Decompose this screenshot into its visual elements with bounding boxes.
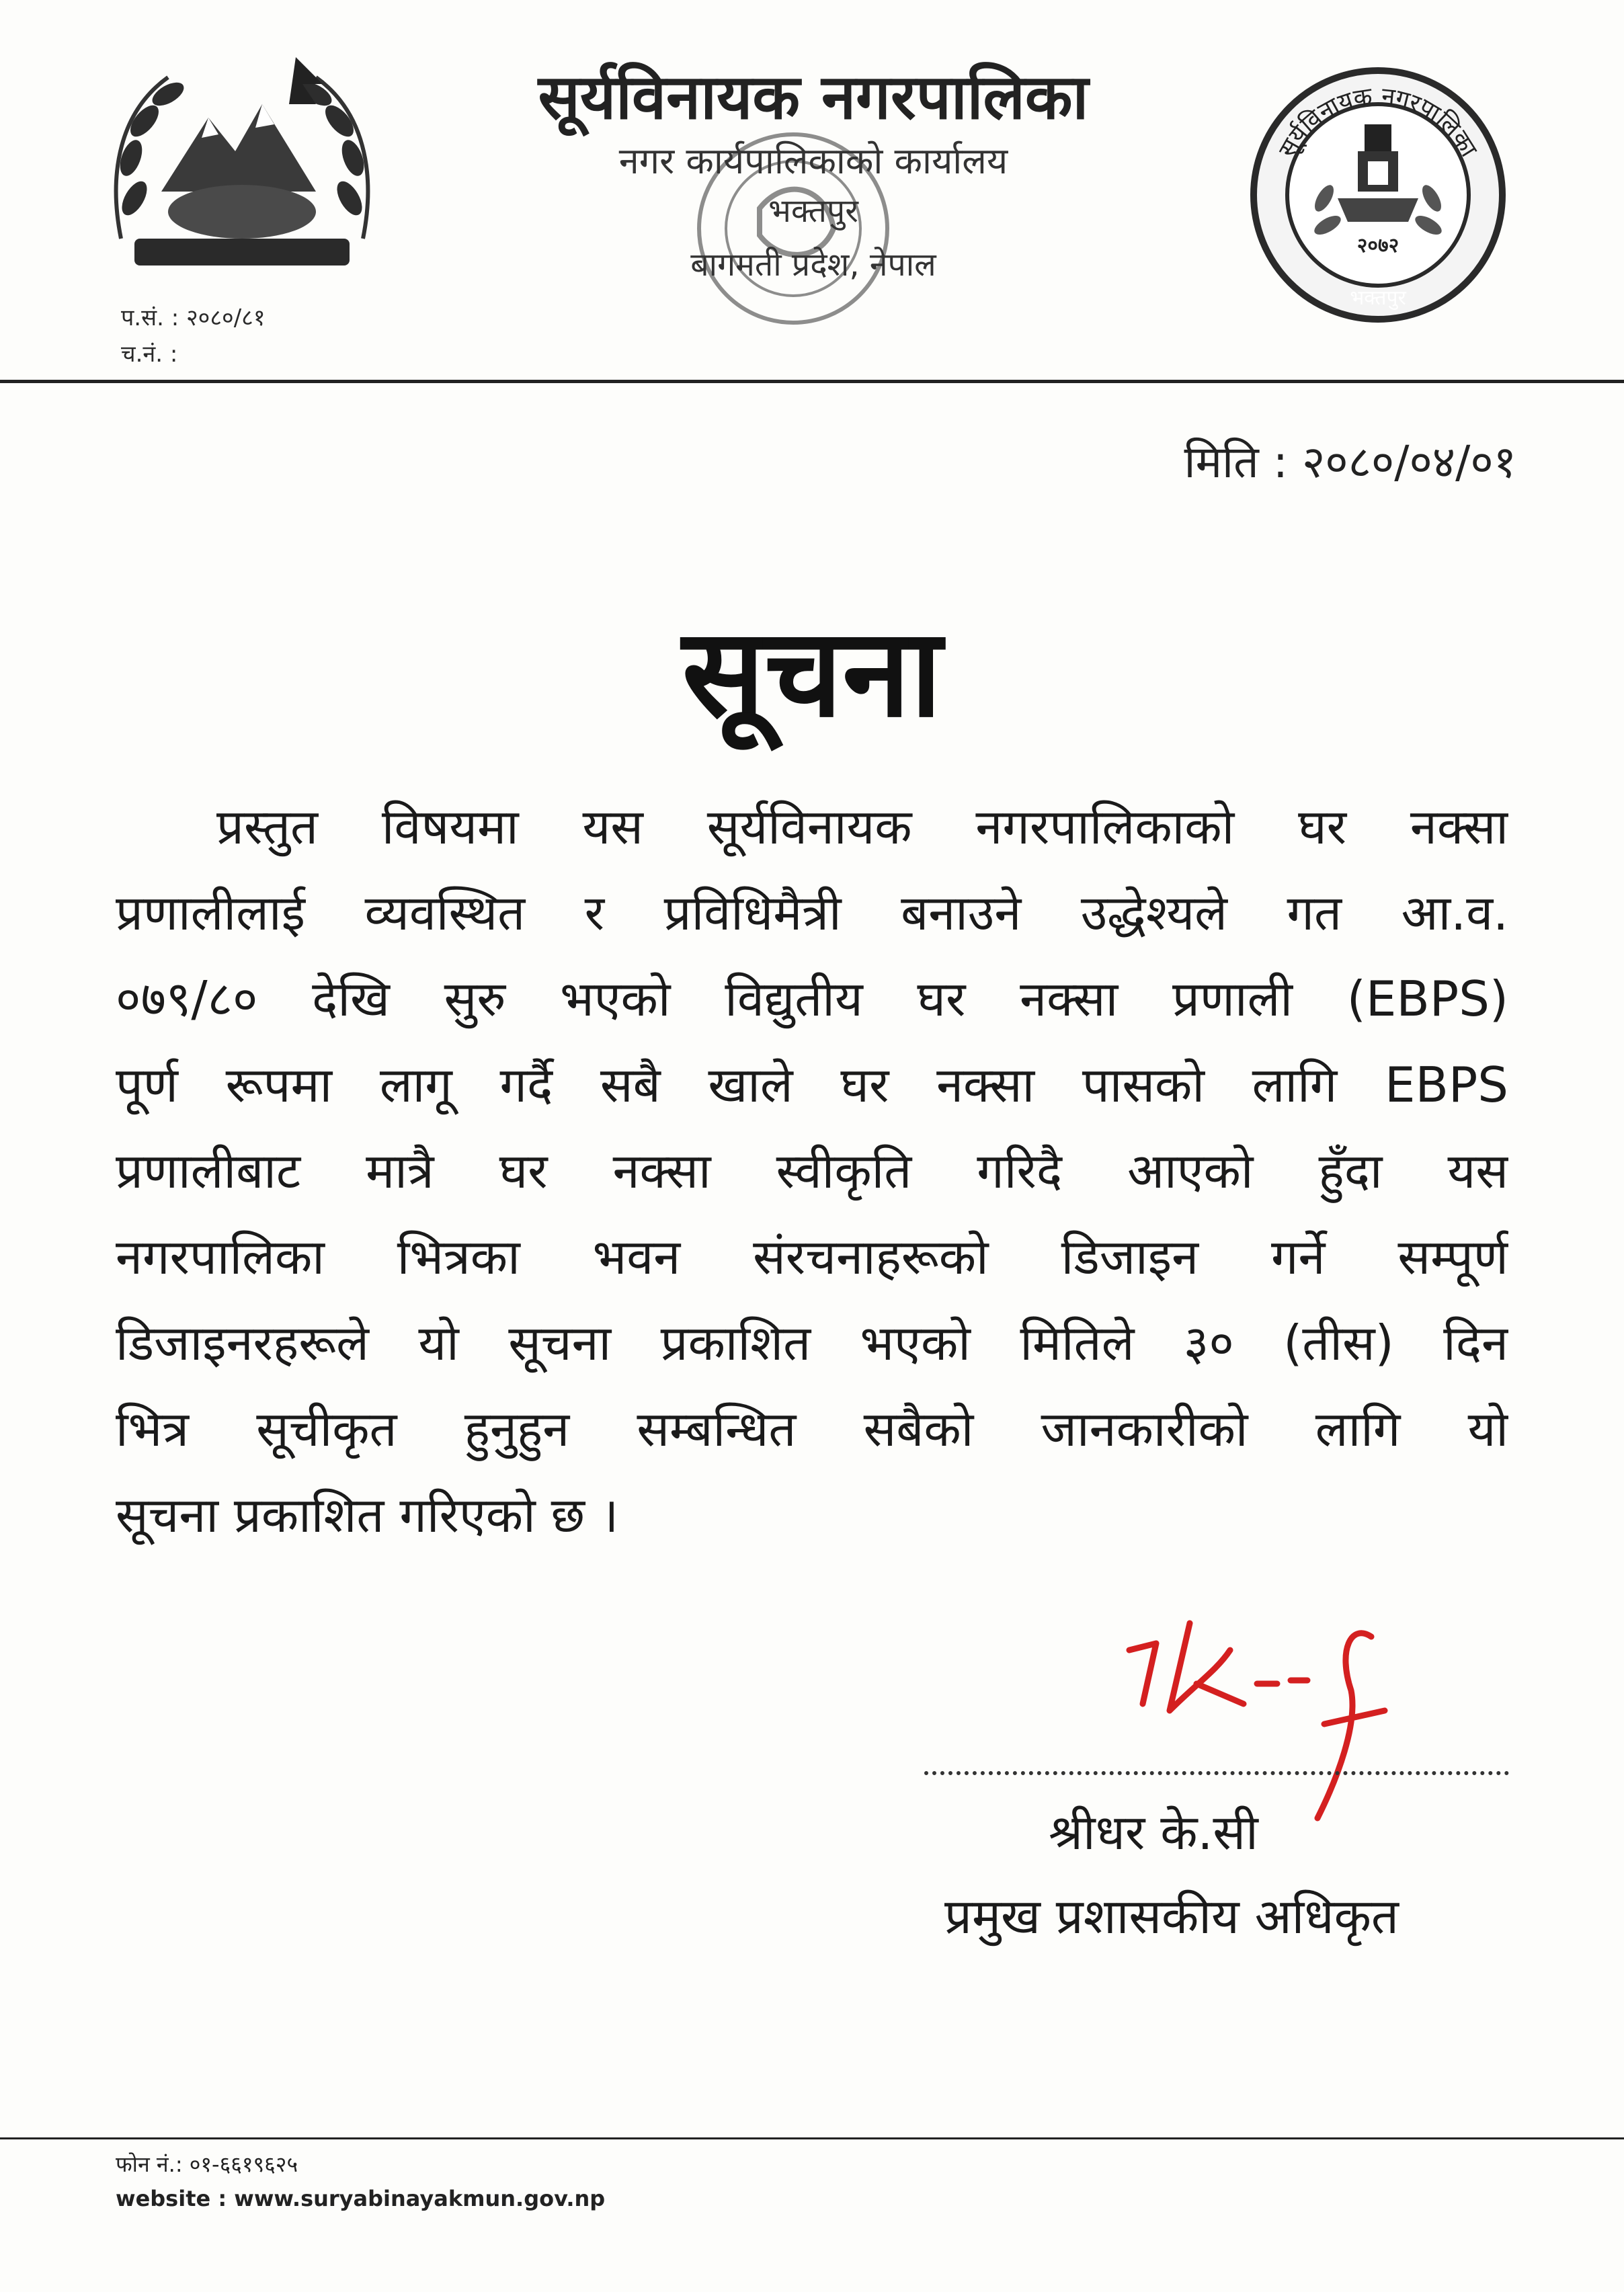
nepal-government-emblem (94, 37, 390, 292)
signature-line (924, 1771, 1509, 1775)
office-name: नगर कार्यपालिकाको कार्यालय (618, 140, 1008, 182)
notice-line: भित्र सूचीकृत हुनुहुन सम्बन्धित सबैको जानकारीको लागि यो (116, 1401, 1508, 1457)
dispatch-number: च.नं. : (121, 341, 178, 368)
signatory-name: श्रीधर के.सी (1049, 1804, 1258, 1860)
notice-date: मिति : २०८०/०४/०१ (1184, 436, 1516, 488)
footer-website[interactable]: website : www.suryabinayakmun.gov.np (116, 2186, 606, 2211)
notice-line: डिजाइनरहरूले यो सूचना प्रकाशित भएको मितिले ३० (तीस) दिन (116, 1315, 1508, 1371)
logo-year: २०७२ (1356, 234, 1399, 257)
office-province: बागमती प्रदेश, नेपाल (690, 246, 936, 284)
svg-text:भक्तपुर: भक्तपुर (1350, 286, 1406, 310)
notice-line: प्रणालीलाई व्यवस्थित र प्रविधिमैत्री बनाउने उद्धेश्यले गत आ.व. (116, 885, 1508, 941)
notice-line: प्रस्तुत विषयमा यस सूर्यविनायक नगरपालिकाको घर नक्सा (216, 799, 1508, 855)
notice-title: सूचना (682, 602, 942, 744)
notice-line: सूचना प्रकाशित गरिएको छ । (116, 1487, 619, 1543)
notice-line: ०७९/८० देखि सुरु भएको विद्युतीय घर नक्सा प्रणाली (EBPS) (116, 971, 1508, 1027)
notice-line: नगरपालिका भित्रका भवन संरचनाहरूको डिजाइन गर्ने सम्पूर्ण (116, 1229, 1508, 1285)
office-stamp (672, 128, 914, 350)
header-divider (0, 380, 1624, 383)
notice-line: पूर्ण रूपमा लागू गर्दै सबै खाले घर नक्सा पासको लागि EBPS (116, 1057, 1508, 1113)
municipality-logo (1244, 64, 1512, 326)
footer-phone: फोन नं.: ०१-६६१९६२५ (116, 2152, 298, 2177)
office-location: भक्तपुर (768, 192, 858, 230)
signatory-designation: प्रमुख प्रशासकीय अधिकृत (944, 1888, 1399, 1945)
svg-text:सूर्यविनायक नगरपालिका: सूर्यविनायक नगरपालिका (1273, 82, 1483, 162)
reference-number: प.सं. : २०८०/८१ (121, 304, 266, 331)
notice-line: प्रणालीबाट मात्रै घर नक्सा स्वीकृति गरिदै आएको हुँदा यस (116, 1143, 1508, 1199)
municipality-name: सूर्यविनायक नगरपालिका (538, 61, 1089, 133)
footer-divider (0, 2137, 1624, 2139)
